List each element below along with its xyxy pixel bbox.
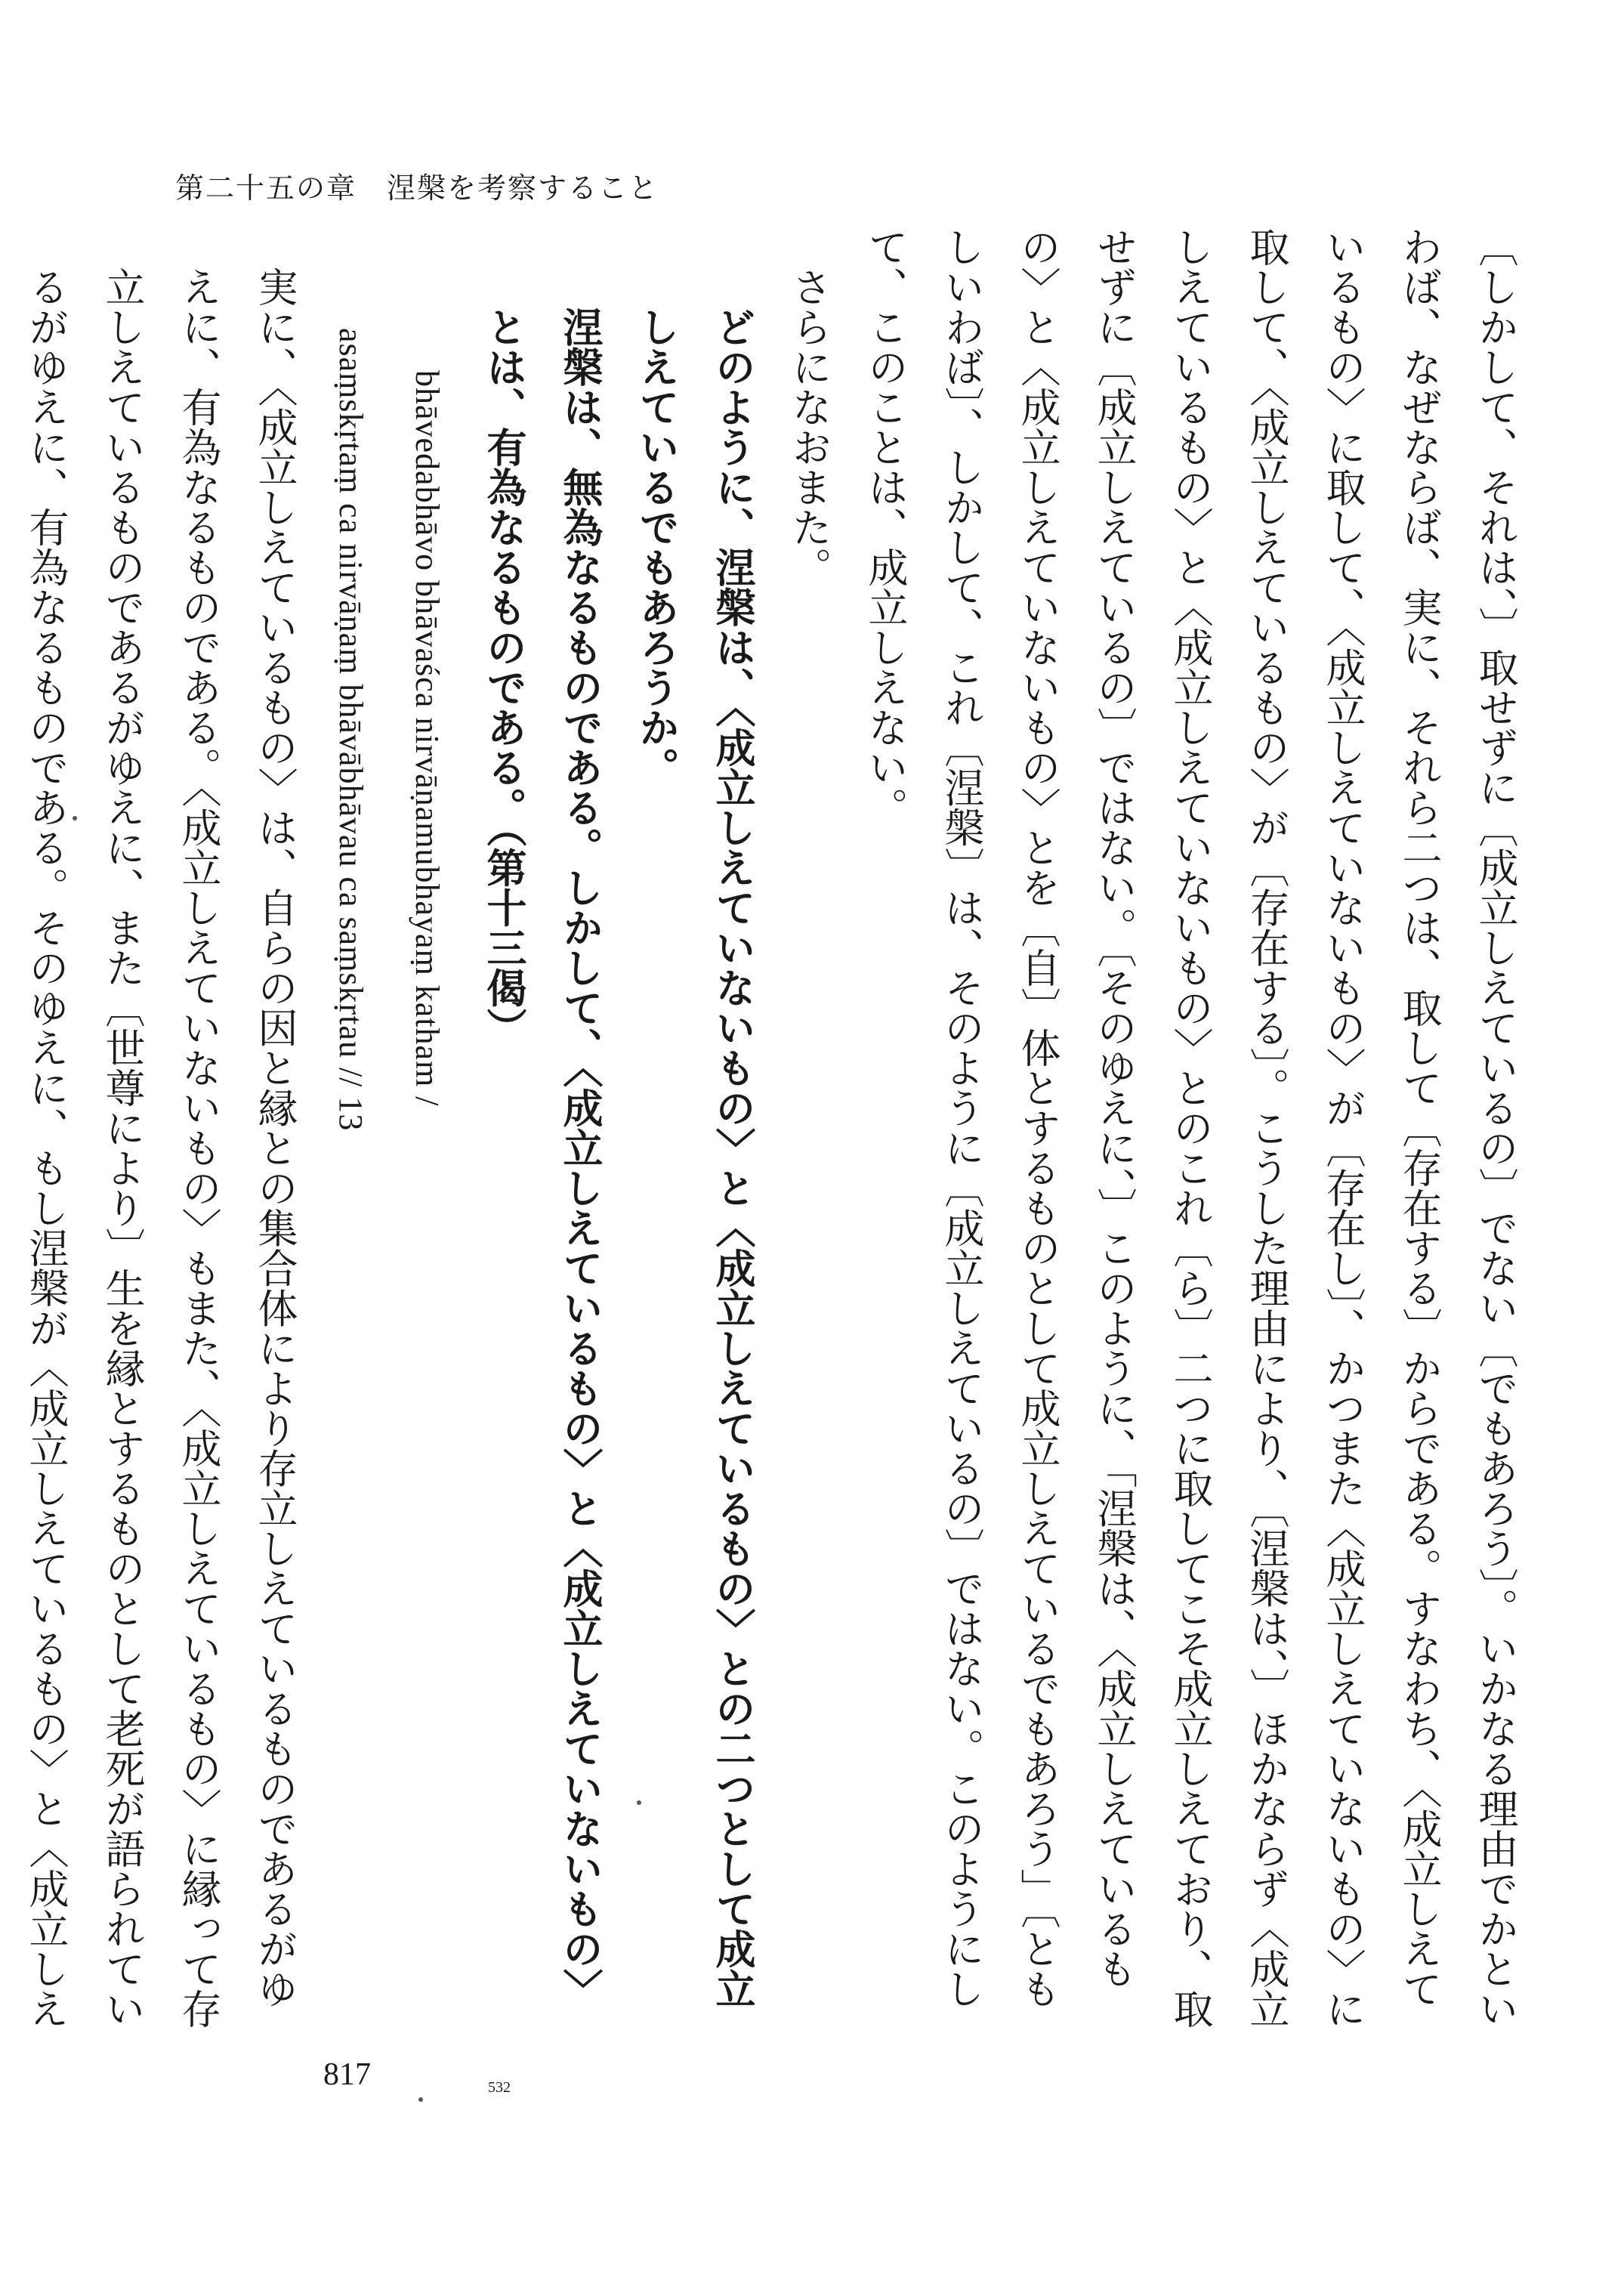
body-text bbox=[23, 227, 1533, 2040]
verse-line-2: 涅槃は、無為なるものである。しかして、〈成立しえているもの〉と〈成立しえていないもの〉とは、有為なるものである。（第十三偈） bbox=[480, 307, 603, 2009]
scan-speck bbox=[418, 2097, 423, 2102]
footer-small-number: 532 bbox=[488, 2079, 511, 2096]
paragraph-explanation: 〔しかして、それは、〕取せずに〔成立しえているの〕でない〔でもあろう〕。いかなる理由でかといわば、なぜならば、実に、それら二つは、取して〔存在する〕からである。すなわち、〈成立しえているもの〉に取して、〈成立しえていないもの〉が〔存在し〕、かつまた〈成立しえていないもの〉に取して、〈成立しえているもの〉が〔存在する〕。こうした理由により、〔涅槃は、〕ほかならず〈成立しえているもの〉と〈成立しえていないもの〉とのこれ〔ら〕二つに取してこそ成立しえており、取せずに〔成立しえているの〕ではない。〔そのゆえに、〕このように、「涅槃は、〈成立しえているもの〉と〈成立しえていないもの〉とを〔自〕体とするものとして成立しえているでもあろう」〔ともしいわば〕、しかして、これ〔涅槃〕は、そのように〔成立しえているの〕ではない。このようにして、このことは、成立しえない。 bbox=[862, 227, 1518, 2029]
scan-speck bbox=[637, 1800, 641, 1805]
scan-speck bbox=[73, 816, 77, 820]
sanskrit-line-1: bhāvedabhāvo bhāvaśca nirvāṇamubhayaṃ katham / bbox=[409, 370, 446, 1107]
sanskrit-line-2: asaṃskṛtaṃ ca nirvāṇaṃ bhāvābhāvau ca saṃskṛtau // 13 bbox=[332, 328, 369, 1132]
commentary-paragraph: 実に、〈成立しえているもの〉は、自らの因と縁との集合体により存立しえているものであるがゆえに、有為なるものである。〈成立しえていないもの〉もまた、〈成立しえているもの〉に縁って存立しえているものであるがゆえに、また〔世尊により〕生を縁とするものとして老死が語られているがゆえに、有為なるものである。そのゆえに、もし涅槃が〈成立しえているもの〉と〈成立しえ bbox=[23, 267, 298, 2029]
transition-line: さらになおまた。 bbox=[786, 267, 832, 587]
page-number: 817 bbox=[323, 2057, 371, 2092]
running-header: 第二十五の章 涅槃を考察すること bbox=[175, 172, 659, 205]
verse-line-1: どのように、涅槃は、〈成立しえていないもの〉と〈成立しえているもの〉との二つとして成立しえているでもあろうか。 bbox=[633, 307, 755, 2009]
